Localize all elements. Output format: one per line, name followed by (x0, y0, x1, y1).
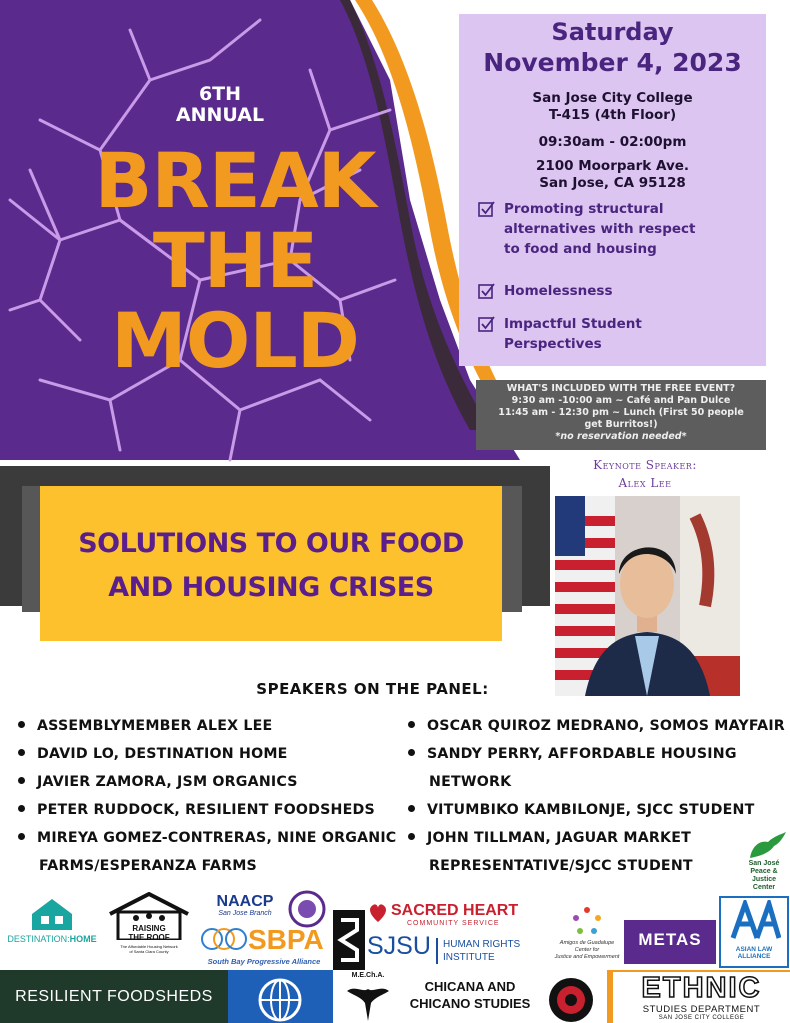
checkbox-icon (478, 283, 495, 300)
edition-label (150, 84, 290, 126)
subtitle-banner (40, 486, 502, 641)
speaker-item (18, 768, 403, 796)
amigos-de-guadalupe-logo (548, 906, 626, 970)
bullet-icon (18, 833, 25, 840)
keynote-name: Alex Lee (618, 476, 672, 490)
globe-logo-icon (228, 970, 333, 1023)
logo-text: San Jose Branch (218, 910, 272, 917)
speakers-heading: SPEAKERS ON THE PANEL: (256, 680, 489, 698)
bullet-icon (18, 805, 25, 812)
peace-justice-center-logo (738, 830, 790, 892)
speaker-item (408, 712, 788, 740)
house-icon (27, 896, 77, 932)
heart-icon (367, 902, 389, 924)
raising-the-roof-logo (106, 892, 192, 967)
mecha-logo (333, 972, 403, 1023)
topic-line: alternatives with respect (504, 221, 696, 237)
speakers-column-right (408, 712, 788, 880)
logo-text: STUDIES DEPARTMENT (642, 1004, 761, 1015)
speaker-text-cont: FARMS/ESPERANZA FARMS (39, 858, 257, 874)
topic-line: Perspectives (504, 336, 602, 352)
included-line: 11:45 am - 12:30 pm ~ Lunch (First 50 people (498, 407, 744, 418)
logo-text: ASIAN LAW ALLIANCE (735, 946, 773, 960)
edition-line2: ANNUAL (175, 104, 265, 126)
logo-text: SAN JOSE CITY COLLEGE (658, 1015, 745, 1021)
venue-room: T-415 (4th Floor) (548, 107, 677, 123)
logo-text: HOME (69, 934, 97, 944)
logo-text: Center (752, 884, 776, 891)
speaker-text: JAVIER ZAMORA, JSM ORGANICS (37, 774, 298, 790)
topic-item (478, 314, 758, 354)
subtitle-line2: AND HOUSING CRISES (108, 572, 434, 603)
subtitle-line1: SOLUTIONS TO OUR FOOD (78, 528, 464, 559)
logo-text: CHICANO STUDIES (409, 996, 531, 1011)
logo-text: HUMAN RIGHTS (443, 939, 521, 950)
keynote-label: Keynote Speaker: (593, 458, 697, 472)
keynote-speaker-photo (555, 496, 740, 696)
metas-logo (624, 920, 716, 964)
speaker-item (408, 740, 788, 768)
rings-icon (200, 924, 250, 954)
topic-line: to food and housing (504, 241, 657, 257)
speaker-text-cont: NETWORK (429, 774, 512, 790)
bullet-icon (18, 777, 25, 784)
included-note: *no reservation needed* (555, 431, 687, 442)
title-line-the: THE (152, 216, 318, 305)
logo-text: of Santa Clara County (129, 949, 169, 954)
resilient-foodsheds-logo (0, 970, 228, 1023)
event-day: Saturday (551, 18, 674, 46)
speaker-text: DAVID LO, DESTINATION HOME (37, 746, 288, 762)
logo-text: San José (748, 860, 780, 867)
logo-text: ETHNIC (641, 972, 762, 1004)
eagle-icon (345, 981, 391, 1023)
bullet-icon (408, 833, 415, 840)
divider (436, 938, 438, 964)
logo-text: SBPA (248, 924, 324, 955)
venue-name: San Jose City College (532, 90, 693, 106)
speaker-text-cont: REPRESENTATIVE/SJCC STUDENT (429, 858, 693, 874)
people-circle-icon (572, 906, 602, 936)
included-line: 9:30 am -10:00 am ~ Café and Pan Dulce (511, 395, 731, 406)
speaker-text: OSCAR QUIROZ MEDRANO, SOMOS MAYFAIR (427, 718, 785, 734)
logo-text: RAISING (132, 924, 166, 933)
logo-text: Justice and Empowerment (554, 954, 620, 960)
logo-text: South Bay Progressive Alliance (207, 957, 321, 966)
topic-line: Homelessness (504, 283, 613, 299)
sacred-heart-sjsu-logo (367, 900, 539, 970)
speaker-text: JOHN TILLMAN, JAGUAR MARKET (427, 830, 691, 846)
speaker-text: ASSEMBLYMEMBER ALEX LEE (37, 718, 273, 734)
edition-line1: 6TH (198, 83, 242, 105)
speaker-item (408, 796, 788, 824)
bullet-icon (408, 805, 415, 812)
bullet-icon (408, 749, 415, 756)
alliance-mark-icon (729, 900, 781, 940)
logo-text: The Affordable Housing Network (120, 944, 178, 949)
destination-home-logo (3, 896, 101, 951)
address-line2: San Jose, CA 95128 (539, 175, 686, 191)
speaker-text: VITUMBIKO KAMBILONJE, SJCC STUDENT (427, 802, 755, 818)
checkbox-icon (478, 316, 495, 333)
topic-item (478, 281, 758, 301)
chicana-chicano-studies-logo (405, 976, 535, 1022)
logo-text: THE ROOF (128, 933, 170, 942)
logo-text: RESILIENT FOODSHEDS (15, 988, 213, 1005)
speaker-text: SANDY PERRY, AFFORDABLE HOUSING (427, 746, 737, 762)
topic-line: Promoting structural (504, 201, 664, 217)
included-line: get Burritos!) (584, 419, 658, 430)
speaker-text: PETER RUDDOCK, RESILIENT FOODSHEDS (37, 802, 375, 818)
logo-text: NAACP (216, 893, 274, 910)
address-line1: 2100 Moorpark Ave. (535, 158, 690, 174)
bullet-icon (18, 721, 25, 728)
ethnic-studies-logo (607, 970, 790, 1023)
logo-text: SACRED HEART (391, 902, 519, 919)
sjcc-logo-icon (333, 910, 365, 970)
event-date: November 4, 2023 (483, 48, 742, 77)
logo-text: DESTINATION: (7, 934, 70, 944)
speaker-text: MIREYA GOMEZ-CONTRERAS, NINE ORGANIC (37, 830, 397, 846)
topic-line: Impactful Student (504, 316, 642, 332)
title-line-break: BREAK (94, 136, 376, 225)
logo-text: SJSU (367, 932, 431, 960)
speaker-item (18, 712, 403, 740)
speaker-item (18, 824, 403, 852)
naacp-logo (205, 893, 285, 919)
title-line-mold: MOLD (111, 296, 359, 385)
logo-text: COMMUNITY SERVICE (407, 920, 500, 927)
speaker-item (18, 796, 403, 824)
logo-text: Center for (574, 947, 600, 953)
speakers-column-left (18, 712, 403, 880)
included-heading: WHAT'S INCLUDED WITH THE FREE EVENT? (506, 383, 736, 394)
bullet-icon (408, 721, 415, 728)
logo-text: CHICANA AND (424, 979, 516, 994)
event-time: 09:30am - 02:00pm (538, 134, 687, 150)
asian-law-alliance-logo (719, 896, 789, 968)
logo-text: INSTITUTE (443, 952, 495, 963)
logo-text: METAS (638, 930, 702, 949)
aztec-calendar-icon (535, 970, 607, 1023)
topic-item (478, 199, 758, 259)
dove-icon (738, 830, 790, 860)
logo-text: M.E.Ch.A. (351, 972, 385, 979)
sbpa-logo (198, 922, 330, 968)
checkbox-icon (478, 201, 495, 218)
speaker-item (408, 824, 788, 852)
speaker-item (18, 740, 403, 768)
logo-text: Peace & Justice (750, 868, 778, 883)
bullet-icon (18, 749, 25, 756)
logo-text: Amigos de Guadalupe (559, 940, 615, 946)
